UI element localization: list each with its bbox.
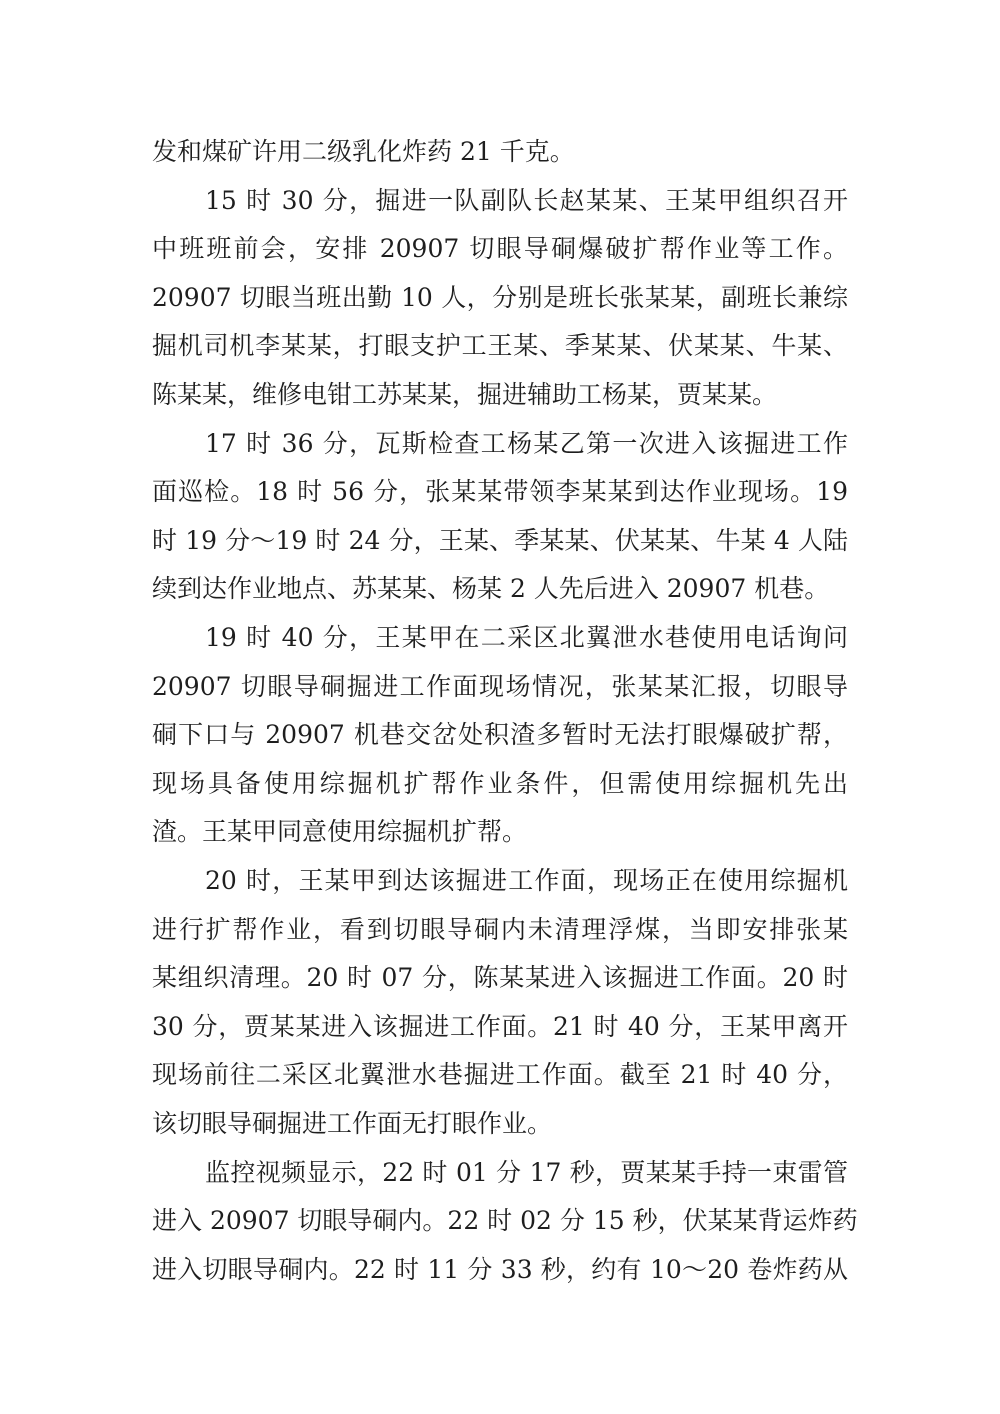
text-line: 该切眼导硐掘进工作面无打眼作业。 — [152, 1109, 553, 1138]
text-line: 掘机司机李某某，打眼支护工王某、季某某、伏某某、牛某、 — [152, 331, 848, 360]
paragraph-first-line: 监控视频显示，22 时 01 分 17 秒，贾某某手持一束雷管 — [205, 1158, 848, 1187]
text-line: 渣。王某甲同意使用综掘机扩帮。 — [152, 817, 528, 846]
text-line: 20907 切眼当班出勤 10 人，分别是班长张某某，副班长兼综 — [152, 283, 848, 312]
paragraph-first-line: 19 时 40 分，王某甲在二采区北翼泄水巷使用电话询问 — [205, 623, 848, 652]
text-line: 发和煤矿许用二级乳化炸药 21 千克。 — [152, 137, 575, 166]
text-line: 中班班前会，安排 20907 切眼导硐爆破扩帮作业等工作。 — [152, 234, 848, 263]
text-line: 时 19 分～19 时 24 分，王某、季某某、伏某某、牛某 4 人陆 — [152, 526, 848, 555]
text-line: 硐下口与 20907 机巷交岔处积渣多暂时无法打眼爆破扩帮， — [152, 720, 848, 749]
text-line: 现场前往二采区北翼泄水巷掘进工作面。截至 21 时 40 分， — [152, 1060, 848, 1089]
text-line: 续到达作业地点、苏某某、杨某 2 人先后进入 20907 机巷。 — [152, 574, 830, 603]
text-line: 进行扩帮作业，看到切眼导硐内未清理浮煤，当即安排张某 — [152, 915, 848, 944]
text-line: 20907 切眼导硐掘进工作面现场情况，张某某汇报，切眼导 — [152, 672, 848, 701]
text-line: 陈某某，维修电钳工苏某某，掘进辅助工杨某，贾某某。 — [152, 380, 778, 409]
text-line: 进入 20907 切眼导硐内。22 时 02 分 15 秒，伏某某背运炸药 — [152, 1206, 858, 1235]
paragraph-first-line: 20 时，王某甲到达该掘进工作面，现场正在使用综掘机 — [205, 866, 848, 895]
paragraph-first-line: 15 时 30 分，掘进一队副队长赵某某、王某甲组织召开 — [205, 186, 848, 215]
text-line: 某组织清理。20 时 07 分，陈某某进入该掘进工作面。20 时 — [152, 963, 848, 992]
text-line: 30 分，贾某某进入该掘进工作面。21 时 40 分，王某甲离开 — [152, 1012, 848, 1041]
text-line: 进入切眼导硐内。22 时 11 分 33 秒，约有 10～20 卷炸药从 — [152, 1255, 848, 1284]
text-line: 现场具备使用综掘机扩帮作业条件，但需使用综掘机先出 — [152, 769, 848, 798]
text-line: 面巡检。18 时 56 分，张某某带领李某某到达作业现场。19 — [152, 477, 848, 506]
paragraph-first-line: 17 时 36 分，瓦斯检查工杨某乙第一次进入该掘进工作 — [205, 429, 848, 458]
